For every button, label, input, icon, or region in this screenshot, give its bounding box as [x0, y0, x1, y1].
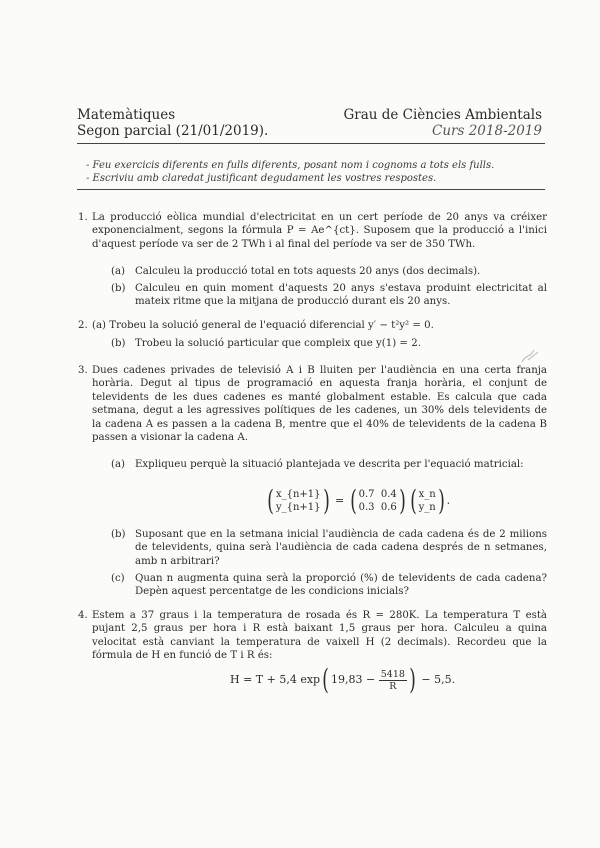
- course-year: Curs 2018-2019: [432, 123, 542, 139]
- rhs-top: x_n: [418, 489, 436, 500]
- part-text: Suposant que en la setmana inicial l'audiència de cada cadena és de 2 milions de televidents, quina serà l'audiència de cada cadena després de n setmanes, amb n arbitrari?: [135, 529, 547, 567]
- part-label: (a): [92, 320, 107, 331]
- question-3: [78, 364, 547, 444]
- question-2: [78, 319, 547, 332]
- m11: 0.7: [358, 489, 375, 500]
- lhs-bottom: y_{n+1}: [275, 502, 321, 513]
- exam-title: Segon parcial (21/01/2019).: [77, 123, 269, 139]
- part-label: (b): [111, 283, 126, 294]
- question-3b: [111, 528, 547, 568]
- lhs-top: x_{n+1}: [275, 489, 321, 500]
- question-number: 4.: [78, 610, 88, 621]
- question-3a: [111, 458, 547, 471]
- question-1a: [111, 265, 547, 278]
- question-1: [78, 211, 547, 251]
- coefficient-matrix: [359, 488, 397, 514]
- header-left: [77, 107, 268, 139]
- part-text: Trobeu la solució particular que compleix que y(1) = 2.: [135, 338, 421, 349]
- question-text: Dues cadenes privades de televisió A i B lluiten per l'audiència en una certa franja horària. Degut al tipus de programació en aquesta franja horària, el conjunt de televidents de les dues cadenes es manté globalment estable. Es calcula que cada setmana, degut a les agressives polítiques de les cadenes, un 30% dels televidents de la cadena A es passen a la cadena B, mentre que el 40% de televidents de la cadena B passen a visionar la cadena A.: [92, 365, 547, 444]
- instruction-line: - Feu exercicis diferents en fulls diferents, posant nom i cognoms a tots els fulls.: [86, 160, 495, 171]
- header-rule-top: [77, 143, 545, 144]
- part-text: Expliqueu perquè la situació plantejada ve descrita per l'equació matricial:: [135, 459, 524, 470]
- part-label: (a): [111, 459, 126, 470]
- part-text: Calculeu en quin moment d'aquests 20 anys s'estava produint electricitat al mateix ritme que la mitjana de producció durant els 20 anys.: [135, 283, 547, 308]
- part-label: (b): [111, 529, 126, 540]
- rhs-vector: [419, 488, 436, 514]
- question-number: 3.: [78, 365, 88, 376]
- m21: 0.3: [358, 502, 375, 513]
- question-text: La producció eòlica mundial d'electricitat en un cert període de 20 anys va créixer exponencialment, segons la fórmula P = Ae^{ct}. Suposem que la producció a l'inici d'aquest període va ser de 2 TWh i al final del període va ser de 350 TWh.: [92, 212, 547, 250]
- part-label: (a): [111, 266, 126, 277]
- instruction-line: - Escriviu amb claredat justificant degudament les vostres respostes.: [86, 173, 437, 184]
- fraction-denominator: R: [389, 680, 397, 692]
- part-label: (c): [111, 573, 125, 584]
- part-label: (b): [111, 338, 126, 349]
- header-rule-bottom: [77, 189, 545, 190]
- m22: 0.6: [380, 502, 397, 513]
- question-2b: [111, 337, 547, 350]
- matrix-equation: ( x_{n+1} y_{n+1} ) = ( 0.7 0.4 0.3 0.6 ) ( x_n y_n ) .: [267, 484, 451, 517]
- question-text: Estem a 37 graus i la temperatura de rosada és R = 280K. La temperatura T està pujant 2,5 graus per hora i R està baixant 1,5 graus per hora. Calculeu a quina velocitat està canviant la temperatura de vaixell H (2 decimals). Recordeu que la fórmula de H en funció de T i R és:: [92, 610, 547, 662]
- dew-formula: H = T + 5,4 exp( 19,83 − $\frac{5418}{R}$ ) − 5,5.: [230, 663, 456, 696]
- rhs-bottom: y_n: [418, 502, 436, 513]
- formula-lhs: H = T + 5,4 exp: [230, 673, 321, 686]
- m12: 0.4: [380, 489, 397, 500]
- fraction-numerator: 5418: [380, 668, 405, 680]
- pencil-mark-icon: [520, 346, 542, 366]
- question-3c: [111, 572, 547, 599]
- header-right: [343, 107, 542, 139]
- part-text: Trobeu la solució general de l'equació diferencial y′ − t²y² = 0.: [109, 320, 434, 331]
- degree-title: Grau de Ciències Ambientals: [343, 107, 542, 123]
- formula-fraction: [379, 669, 407, 692]
- formula-inner: 19,83 −: [331, 673, 376, 686]
- question-number: 1.: [78, 212, 88, 223]
- part-text: Calculeu la producció total en tots aquests 20 anys (dos decimals).: [135, 266, 481, 277]
- question-number: 2.: [78, 320, 88, 331]
- formula-tail: − 5,5.: [421, 673, 456, 686]
- subject-title: Matemàtiques: [77, 107, 176, 123]
- part-text: Quan n augmenta quina serà la proporció (%) de televidents de cada cadena? Depèn aquest percentatge de les condicions inicials?: [135, 573, 547, 598]
- question-4: [78, 609, 547, 663]
- lhs-vector: [276, 488, 321, 514]
- question-1b: [111, 282, 547, 309]
- instructions: [86, 159, 494, 185]
